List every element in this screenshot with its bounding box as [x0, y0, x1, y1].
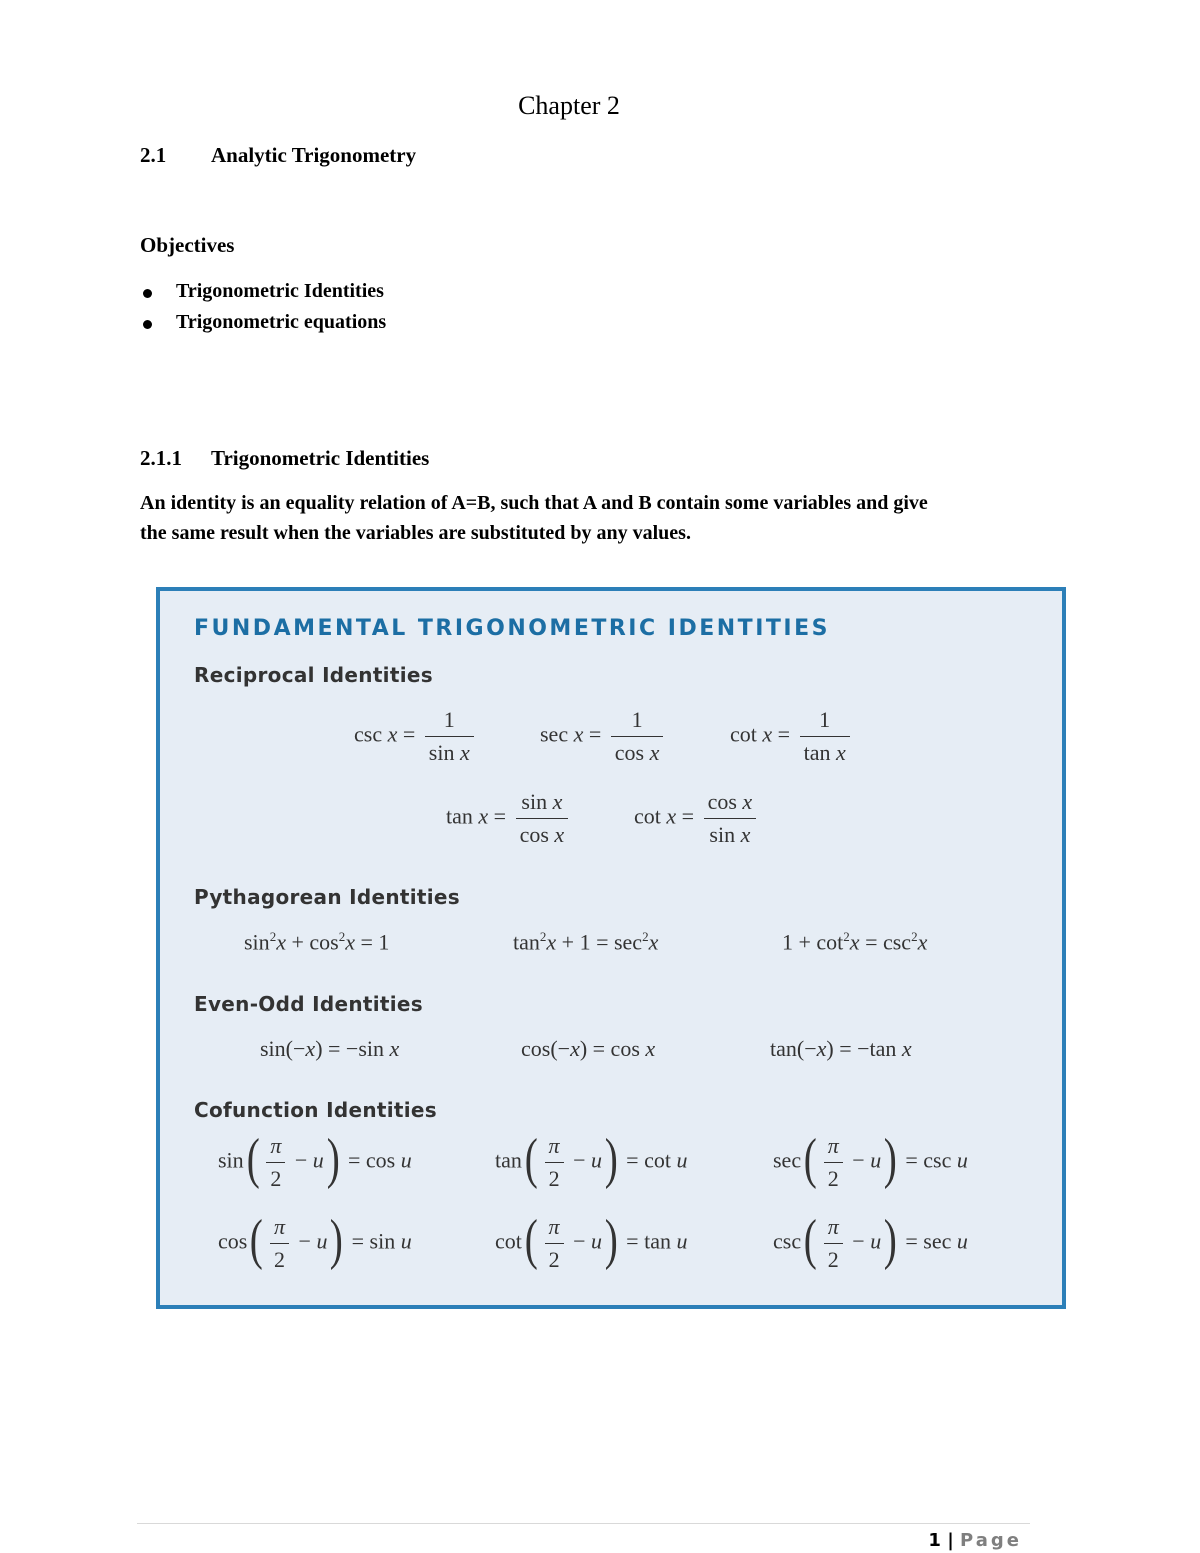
- pythagorean-heading: Pythagorean Identities: [194, 885, 461, 909]
- identity-tan-odd: tan(−x) = −tan x: [770, 1036, 912, 1061]
- footer-separator: |: [947, 1530, 954, 1551]
- chapter-title: Chapter 2: [518, 91, 620, 120]
- identity-pythagorean-2: $\tan^2x + 1 = \sec^2x$: [513, 929, 659, 955]
- box-title: FUNDAMENTAL TRIGONOMETRIC IDENTITIES: [194, 616, 830, 641]
- cofunction-identity: sec( $\frac{\pi}{2}$ − u) = csc u: [773, 1127, 968, 1191]
- bullet-icon: [143, 320, 152, 329]
- objective-item: Trigonometric equations: [176, 311, 387, 333]
- subsection-number: 2.1.1: [140, 446, 182, 470]
- objective-item: Trigonometric Identities: [176, 280, 384, 302]
- cofunction-identity: tan( $\frac{\pi}{2}$ − u) = cot u: [495, 1127, 688, 1191]
- reciprocal-heading: Reciprocal Identities: [194, 663, 433, 687]
- cofunction-identity: csc( $\frac{\pi}{2}$ − u) = sec u: [773, 1208, 968, 1272]
- identities-box: [156, 587, 1066, 1309]
- paragraph-line: the same result when the variables are substituted by any values.: [140, 522, 691, 544]
- cofunction-heading: Cofunction Identities: [194, 1098, 437, 1122]
- objectives-heading: Objectives: [140, 233, 235, 257]
- paragraph-line: An identity is an equality relation of A=B, such that A and B contain some variables and give: [140, 492, 928, 514]
- section-title: Analytic Trigonometry: [211, 143, 417, 167]
- cofunction-identity: cos( $\frac{\pi}{2}$ − u) = sin u: [218, 1208, 412, 1272]
- footer-divider: [137, 1523, 1030, 1524]
- subsection-title: Trigonometric Identities: [211, 446, 430, 470]
- identity-paragraph: [140, 488, 1040, 548]
- identity-sin-odd: sin(−x) = −sin x: [260, 1036, 400, 1061]
- cofunction-identity: cot( $\frac{\pi}{2}$ − u) = tan u: [495, 1208, 688, 1272]
- identity-pythagorean-3: $1 + \cot^2x = \csc^2x$: [782, 929, 928, 955]
- identity-cos-even: cos(−x) = cos x: [521, 1036, 656, 1061]
- page-label: Page: [960, 1530, 1022, 1551]
- identity-cot-quotient: cot x = $\frac{\text{cos x}}{\text{sin x}}$: [634, 789, 760, 848]
- cofunction-identity: sin( $\frac{\pi}{2}$ − u) = cos u: [218, 1127, 412, 1191]
- identity-cot: cot x = $\frac{1}{\text{tan x}}$: [730, 707, 854, 766]
- page-footer: [928, 1530, 1022, 1551]
- page-number: 1: [928, 1530, 941, 1551]
- identity-tan-quotient: tan x = $\frac{\text{sin x}}{\text{cos x}}$: [446, 789, 572, 848]
- identity-csc: csc x = $\frac{1}{\text{sin x}}$: [354, 707, 478, 766]
- identity-sec: sec x = $\frac{1}{\text{cos x}}$: [540, 707, 667, 766]
- section-number: 2.1: [140, 143, 167, 167]
- bullet-icon: [143, 289, 152, 298]
- identity-pythagorean-1: $\sin^2x + \cos^2x = 1$: [244, 929, 390, 955]
- even-odd-heading: Even-Odd Identities: [194, 992, 423, 1016]
